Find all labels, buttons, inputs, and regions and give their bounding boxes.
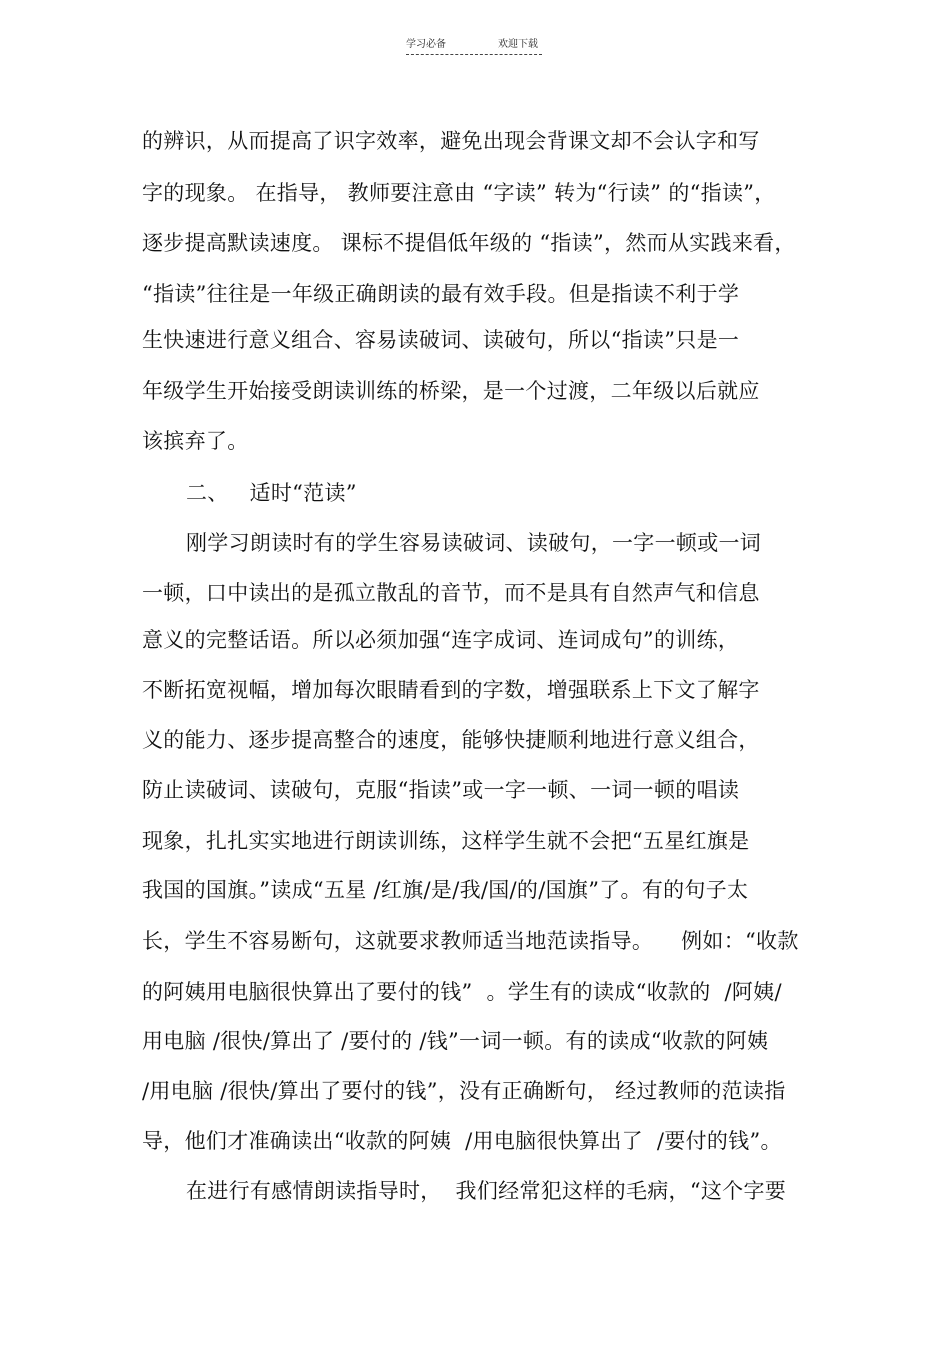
text-line: 生快速进行意义组合、容易读破词、读破句，所以“指读”只是一 [142,328,740,352]
text-line: 意义的完整话语。所以必须加强“连字成词、连词成句”的训练， [142,628,740,652]
header-right-text: 欢迎下载 [498,39,538,50]
text-line: /用电脑 /很快/算出了要付的钱”，没有正确断句， 经过教师的范读指 [142,1079,786,1103]
text-line: “指读”往往是一年级正确朗读的最有效手段。但是指读不利于学 [142,282,740,306]
text-line: 年级学生开始接受朗读训练的桥梁，是一个过渡，二年级以后就应 [142,379,760,403]
text-line: 义的能力、逐步提高整合的速度，能够快捷顺利地进行意义组合， [142,728,760,752]
text-line: 导，他们才准确读出“收款的阿姨 /用电脑很快算出了 /要付的钱”。 [142,1129,782,1153]
page-header [406,39,542,57]
text-line: 逐步提高默读速度。 课标不提倡低年级的 “指读”，然而从实践来看， [142,231,796,255]
section-heading: 二、 适时“范读” [186,481,357,505]
text-line: 防止读破词、读破句，克服“指读”或一字一顿、一词一顿的唱读 [142,778,740,802]
header-dashed-rule [406,54,542,55]
text-line: 我国的国旗。”读成“五星 /红旗/是/我/国/的/国旗”了。有的句子太 [142,878,749,902]
text-line: 现象，扎扎实实地进行朗读训练，这样学生就不会把“五星红旗是 [142,829,750,853]
text-line: 的阿姨用电脑很快算出了要付的钱” 。学生有的读成“收款的 /阿姨/ [142,980,782,1004]
text-line: 在进行有感情朗读指导时， 我们经常犯这样的毛病，“这个字要 [186,1179,787,1203]
text-line: 用电脑 /很快/算出了 /要付的 /钱”一词一顿。有的读成“收款的阿姨 [142,1029,769,1053]
text-line: 刚学习朗读时有的学生容易读破词、读破句，一字一顿或一词 [186,531,762,555]
text-line: 长，学生不容易断句，这就要求教师适当地范读指导。 例如：“收款 [142,929,799,953]
text-line: 一顿，口中读出的是孤立散乱的音节，而不是具有自然声气和信息 [142,581,760,605]
text-line: 不断拓宽视幅，增加每次眼睛看到的字数，增强联系上下文了解字 [142,678,760,702]
text-line: 该摈弃了。 [142,429,249,453]
text-line: 的辨识，从而提高了识字效率，避免出现会背课文却不会认字和写 [142,129,760,153]
text-line: 字的现象。 在指导， 教师要注意由 “字读” 转为“行读” 的“指读”， [142,181,776,205]
header-left-text: 学习必备 [406,39,446,50]
